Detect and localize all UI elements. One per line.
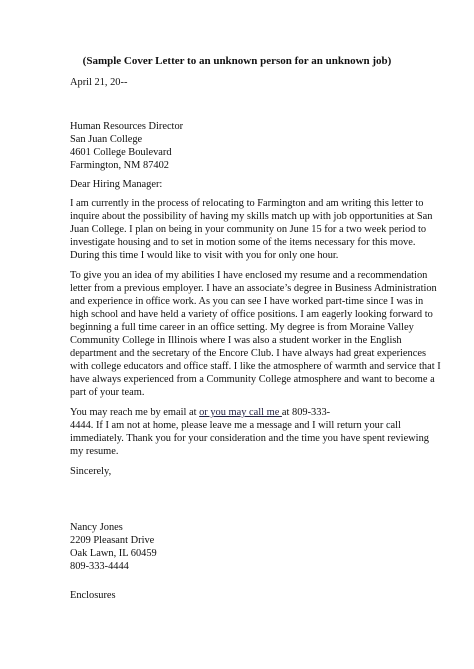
- recipient-line: San Juan College: [70, 134, 143, 145]
- contact-text: You may reach me by email at: [70, 407, 200, 418]
- paragraph-line: investigate housing and to set in motion some of the items necessary for this move.: [70, 237, 416, 248]
- paragraph-line: department and the secretary of the Encore Club. I have always had great experiences: [70, 348, 427, 359]
- paragraph-line: beginning a full time career in an office setting. My degree is from Moraine Valley: [70, 322, 414, 333]
- paragraph-line: and experience in office work. As you can see I have worked part-time since I was in: [70, 296, 424, 307]
- paragraph-line: I am currently in the process of relocating to Farmington and am writing this letter to: [70, 198, 424, 209]
- closing: Sincerely,: [70, 466, 112, 477]
- recipient-line: Farmington, NM 87402: [70, 160, 170, 171]
- enclosures: Enclosures: [70, 590, 116, 601]
- paragraph-line: inquire about the possibility of having my skills match up with job opportunities at San: [70, 211, 433, 222]
- letter-date: April 21, 20--: [70, 77, 128, 88]
- paragraph-line: immediately. Thank you for your consideration and the time you have spent reviewing: [70, 433, 429, 444]
- letter-title: (Sample Cover Letter to an unknown person for an unknown job): [82, 55, 392, 67]
- signature-name: Nancy Jones: [70, 522, 123, 533]
- paragraph-line: my resume.: [70, 446, 119, 457]
- paragraph-line: part of your team.: [70, 387, 145, 398]
- paragraph-line: letter from a previous employer. I have an associate’s degree in Business Administration: [70, 283, 437, 294]
- paragraph-line: During this time I would like to visit with you for only one hour.: [70, 250, 339, 261]
- paragraph-line: [70, 406, 330, 419]
- signature-phone: 809-333-4444: [70, 561, 129, 572]
- salutation: Dear Hiring Manager:: [70, 179, 163, 190]
- email-link[interactable]: or you may call me: [199, 407, 282, 418]
- paragraph-line: Community College in Illinois where I was also a student worker in the English: [70, 335, 402, 346]
- recipient-line: Human Resources Director: [70, 121, 184, 132]
- paragraph-line: Juan College. I plan on being in your community on June 15 for a two week period to: [70, 224, 427, 235]
- paragraph-line: To give you an idea of my abilities I have enclosed my resume and a recommendation: [70, 270, 428, 281]
- paragraph-line: high school and have held a variety of office positions. I am eagerly looking forward to: [70, 309, 433, 320]
- paragraph-line: 4444. If I am not at home, please leave me a message and I will return your call: [70, 420, 401, 431]
- signature-line: 2209 Pleasant Drive: [70, 535, 155, 546]
- paragraph-line: have always experienced from a Community College atmosphere and want to become a: [70, 374, 435, 385]
- paragraph-line: with college educators and office staff. I like the atmosphere of warmth and service that I: [70, 361, 441, 372]
- recipient-line: 4601 College Boulevard: [70, 147, 172, 158]
- signature-line: Oak Lawn, IL 60459: [70, 548, 157, 559]
- contact-text: at 809-333-: [281, 407, 331, 418]
